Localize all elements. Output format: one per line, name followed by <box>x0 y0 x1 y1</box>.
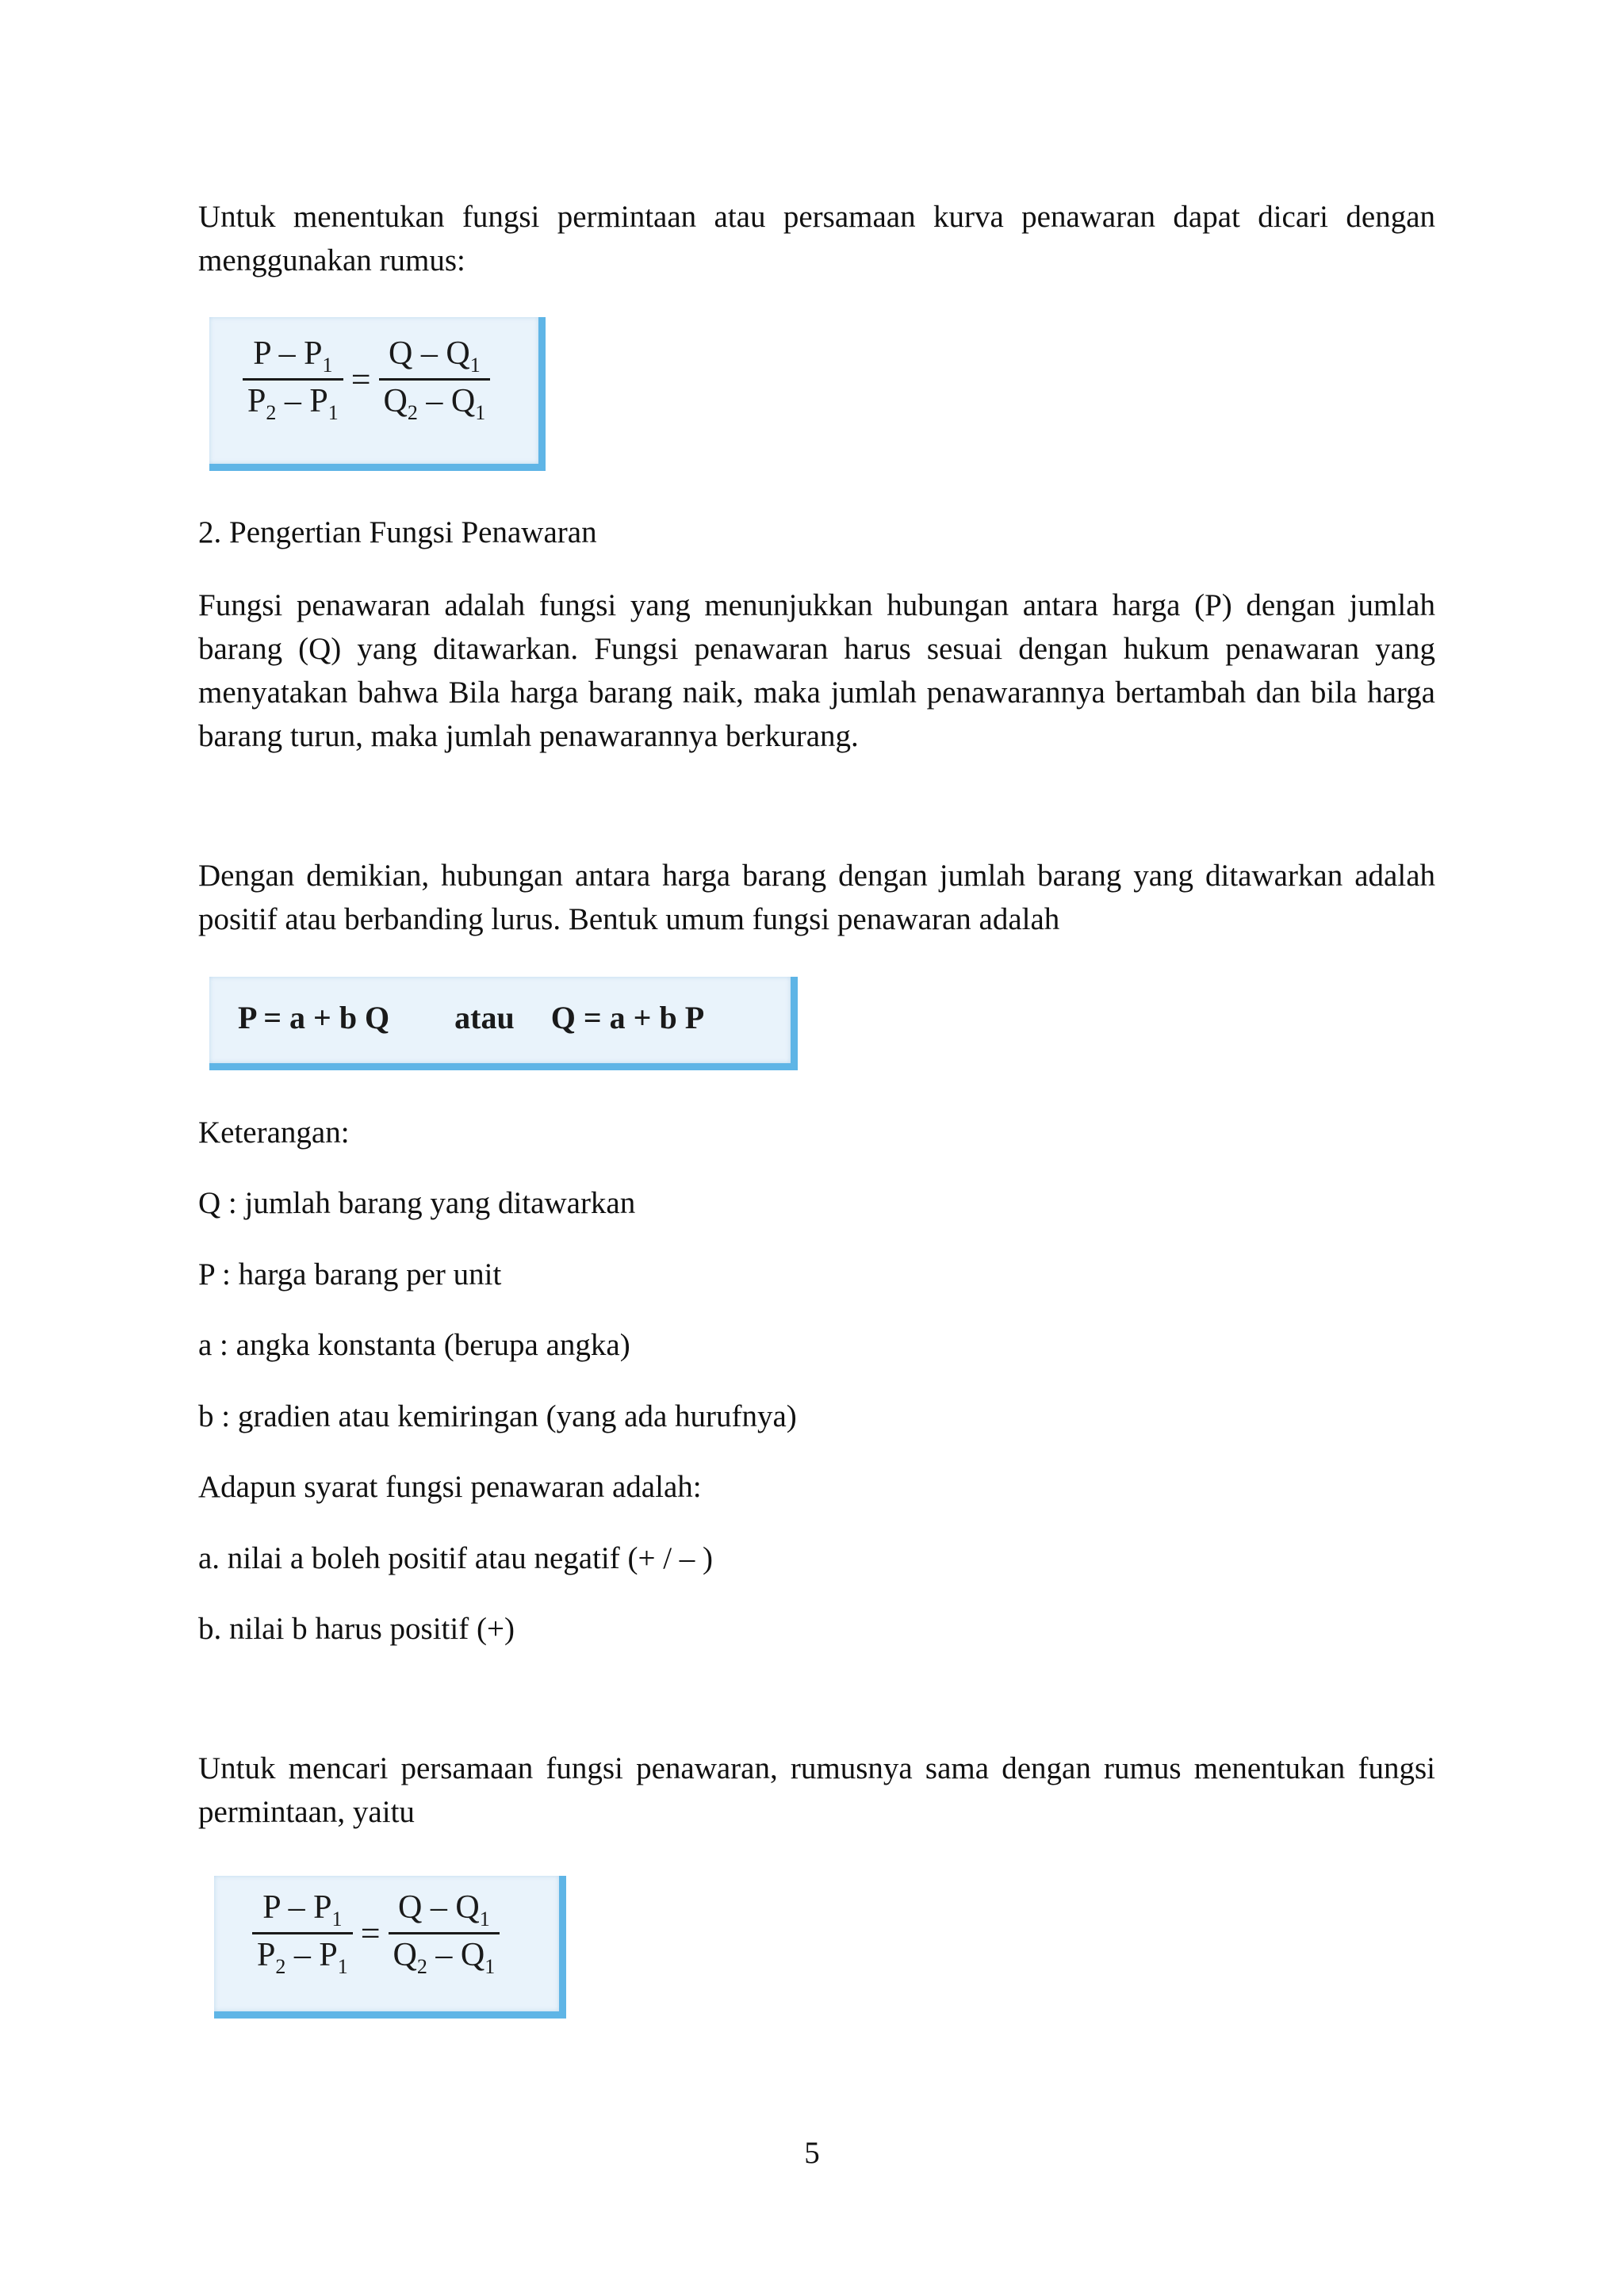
fraction-q: $\frac{Q - Q_1}{Q_2 - Q_1}$ <box>389 1887 500 1980</box>
section-heading: 2. Pengertian Fungsi Penawaran <box>198 515 597 549</box>
definition-paragraph: Fungsi penawaran adalah fungsi yang menunjukkan hubungan antara harga (P) dengan jumlah barang (Q) yang ditawarkan. Fungsi penawaran harus sesuai dengan hukum penawaran yang menyatakan bahwa Bila harga barang naik, maka jumlah penawarannya bertambah dan bila harga barang turun, maka jumlah penawarannya berkurang. <box>198 588 1435 753</box>
formula-box-2 <box>209 977 798 1070</box>
fraction-p: $\frac{P - P_1}{P_2 - P_1}$ <box>252 1887 353 1980</box>
keterangan-item: Q : jumlah barang yang ditawarkan <box>198 1186 636 1220</box>
equals-sign: = <box>360 1914 381 1953</box>
formula-1 <box>243 333 490 426</box>
page-number: 5 <box>804 2136 820 2170</box>
fraction-q: $\frac{Q - Q_1}{Q_2 - Q_1}$ <box>379 333 491 426</box>
keterangan-item: b : gradien atau kemiringan (yang ada hurufnya) <box>198 1399 797 1433</box>
keterangan-item: P : harga barang per unit <box>198 1257 502 1292</box>
closing-paragraph: Untuk mencari persamaan fungsi penawaran, rumusnya sama dengan rumus menentukan fungsi permintaan, yaitu <box>198 1751 1435 1829</box>
formula-box-1 <box>209 317 546 471</box>
intro-paragraph: Untuk menentukan fungsi permintaan atau persamaan kurva penawaran dapat dicari dengan menggunakan rumus: <box>198 200 1435 277</box>
keterangan-heading: Keterangan: <box>198 1115 350 1150</box>
formula-3 <box>252 1887 500 1980</box>
linear-formula: P = a + b Q atau Q = a + b P <box>238 1000 705 1035</box>
formula-box-3 <box>214 1876 566 2019</box>
syarat-item: b. nilai b harus positif (+) <box>198 1612 515 1646</box>
keterangan-item: a : angka konstanta (berupa angka) <box>198 1328 630 1362</box>
fraction-p: $\frac{P - P_1}{P_2 - P_1}$ <box>243 333 343 426</box>
equals-sign: = <box>350 360 371 399</box>
syarat-item: a. nilai a boleh positif atau negatif (+ / – ) <box>198 1541 714 1575</box>
syarat-heading: Adapun syarat fungsi penawaran adalah: <box>198 1470 702 1504</box>
relationship-paragraph: Dengan demikian, hubungan antara harga barang dengan jumlah barang yang ditawarkan adalah positif atau berbanding lurus. Bentuk umum fungsi penawaran adalah <box>198 859 1435 936</box>
